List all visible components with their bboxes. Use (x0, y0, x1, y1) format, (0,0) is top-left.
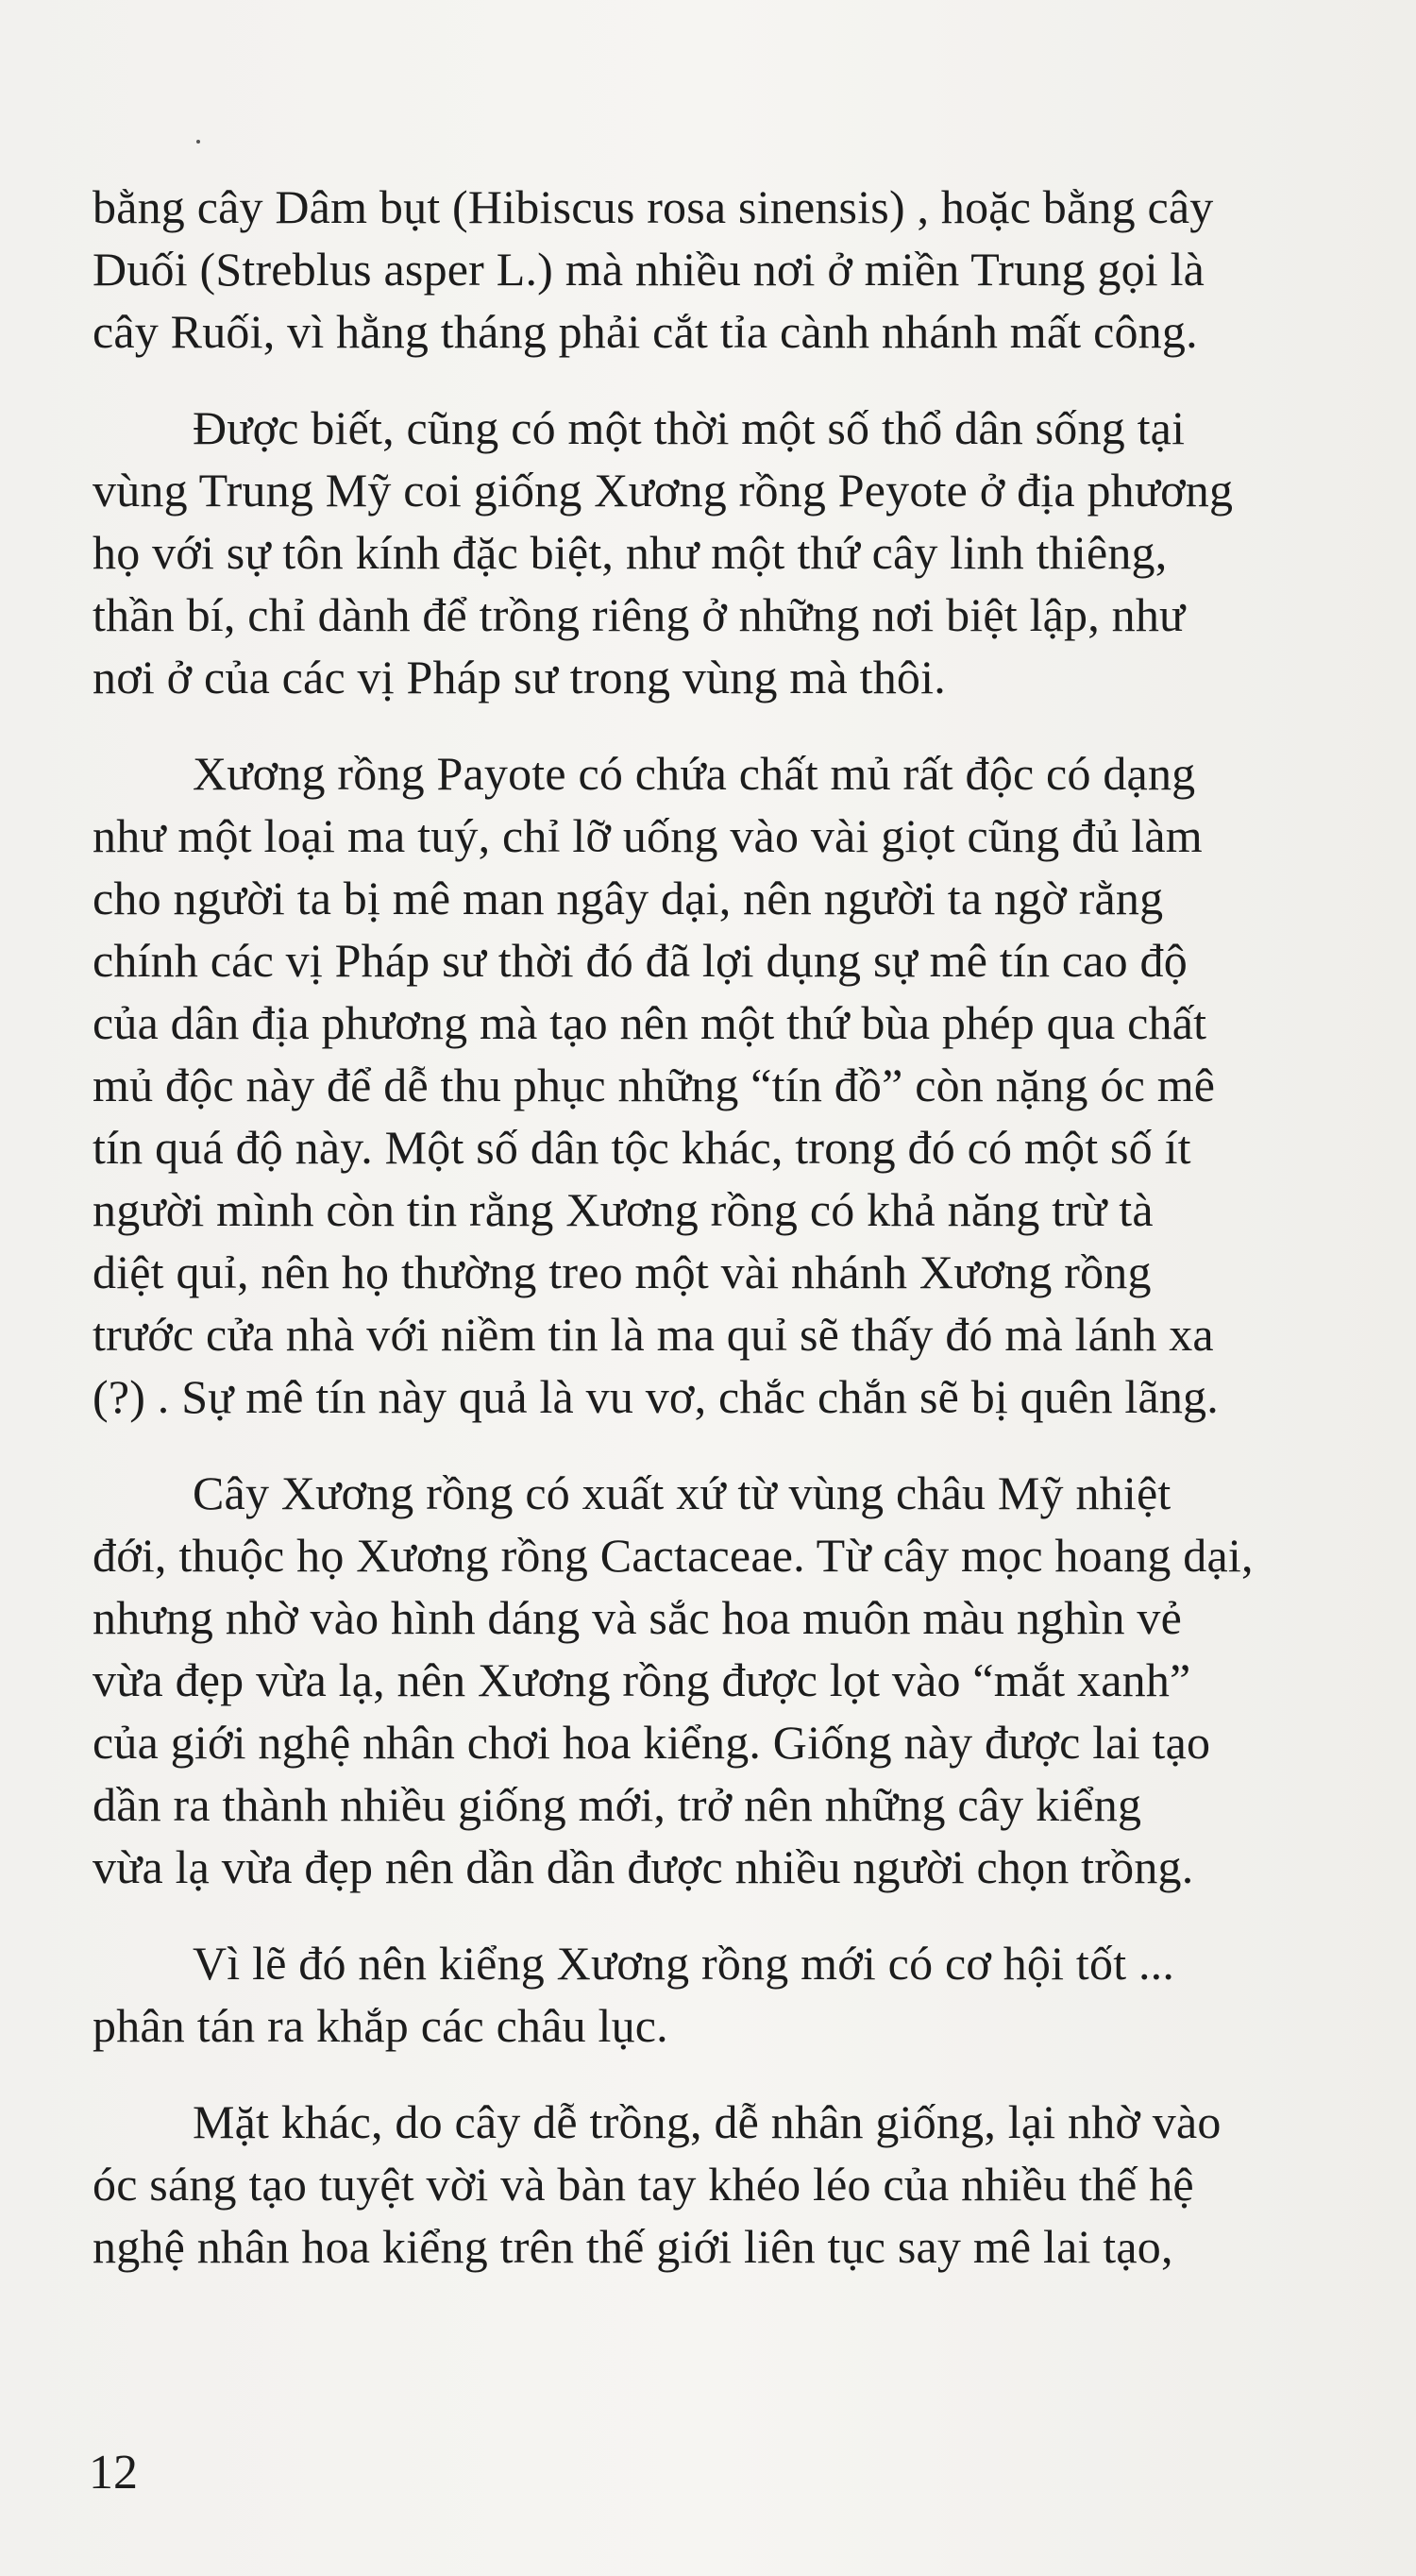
text-line: vừa lạ vừa đẹp nên dần dần được nhiều người chọn trồng. (93, 1840, 1194, 1893)
text-line: nơi ở của các vị Pháp sư trong vùng mà thôi. (93, 651, 946, 703)
text-line: của giới nghệ nhân chơi hoa kiểng. Giống này được lai tạo (93, 1716, 1211, 1769)
text-line: họ với sự tôn kính đặc biệt, như một thứ cây linh thiêng, (93, 526, 1168, 579)
paragraph-first-line: Cây Xương rồng có xuất xứ từ vùng châu Mỹ nhiệt (193, 1466, 1172, 1519)
paragraph-first-line: Được biết, cũng có một thời một số thổ dân sống tại (193, 401, 1186, 454)
text-line: thần bí, chỉ dành để trồng riêng ở những nơi biệt lập, như (93, 588, 1186, 641)
text-line: của dân địa phương mà tạo nên một thứ bùa phép qua chất (93, 996, 1207, 1049)
text-line: chính các vị Pháp sư thời đó đã lợi dụng sự mê tín cao độ (93, 934, 1188, 987)
print-speck (196, 140, 200, 144)
text-line: mủ độc này để dễ thu phục những “tín đồ” còn nặng óc mê (93, 1059, 1216, 1111)
text-line: bằng cây Dâm bụt (Hibiscus rosa sinensis) , hoặc bằng cây (93, 180, 1214, 233)
text-line: như một loại ma tuý, chỉ lỡ uống vào vài giọt cũng đủ làm (93, 809, 1203, 862)
text-line: nghệ nhân hoa kiểng trên thế giới liên tục say mê lai tạo, (93, 2220, 1173, 2273)
text-line: trước cửa nhà với niềm tin là ma quỉ sẽ thấy đó mà lánh xa (93, 1308, 1214, 1361)
text-line: cây Ruối, vì hằng tháng phải cắt tỉa cành nhánh mất công. (93, 305, 1198, 358)
page-number: 12 (89, 2446, 138, 2500)
text-line: cho người ta bị mê man ngây dại, nên người ta ngờ rằng (93, 872, 1164, 924)
text-line: (?) . Sự mê tín này quả là vu vơ, chắc chắn sẽ bị quên lãng. (93, 1370, 1219, 1423)
text-line: vừa đẹp vừa lạ, nên Xương rồng được lọt vào “mắt xanh” (93, 1653, 1191, 1706)
text-line: dần ra thành nhiều giống mới, trở nên những cây kiểng (93, 1778, 1142, 1831)
paragraph-first-line: Vì lẽ đó nên kiểng Xương rồng mới có cơ hội tốt ... (193, 1937, 1175, 1990)
text-line: vùng Trung Mỹ coi giống Xương rồng Peyote ở địa phương (93, 464, 1234, 517)
text-line: người mình còn tin rằng Xương rồng có khả năng trừ tà (93, 1183, 1154, 1236)
text-line: nhưng nhờ vào hình dáng và sắc hoa muôn màu nghìn vẻ (93, 1591, 1183, 1644)
body-text (93, 176, 1416, 2278)
text-line: óc sáng tạo tuyệt vời và bàn tay khéo léo của nhiều thế hệ (93, 2158, 1194, 2211)
text-line: diệt quỉ, nên họ thường treo một vài nhánh Xương rồng (93, 1246, 1152, 1298)
text-line: đới, thuộc họ Xương rồng Cactaceae. Từ cây mọc hoang dại, (93, 1529, 1254, 1582)
text-line: phân tán ra khắp các châu lục. (93, 1999, 668, 2052)
paragraph-first-line: Mặt khác, do cây dễ trồng, dễ nhân giống, lại nhờ vào (193, 2095, 1222, 2148)
text-line: Duối (Streblus asper L.) mà nhiều nơi ở miền Trung gọi là (93, 243, 1205, 296)
text-line: tín quá độ này. Một số dân tộc khác, trong đó có một số ít (93, 1121, 1191, 1174)
paragraph-first-line: Xương rồng Payote có chứa chất mủ rất độc có dạng (193, 747, 1196, 800)
